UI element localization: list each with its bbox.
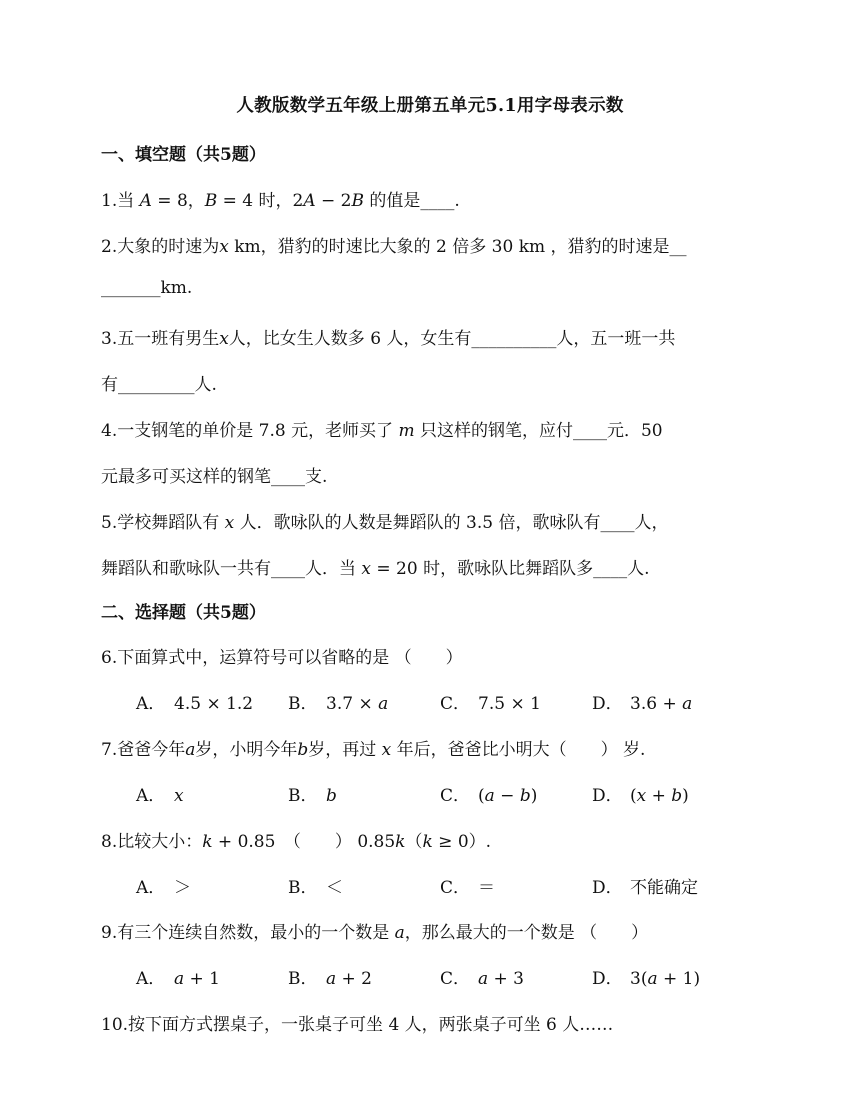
question-5-line-1: 5.学校舞蹈队有 𝑥 人．歌咏队的人数是舞蹈队的 3.5 倍，歌咏队有____人， [101, 513, 669, 533]
option-b[interactable]: B． 3.7 × 𝑎 [288, 694, 389, 714]
option-a[interactable]: A． 𝑎 + 1 [136, 969, 221, 989]
option-d[interactable]: D． 3(𝑎 + 1) [592, 969, 701, 989]
question-2-line-2: _______km. [101, 278, 193, 298]
question-4-line-2: 元最多可买这样的钢笔____支. [101, 467, 328, 487]
question-10: 10.按下面方式摆桌子，一张桌子可坐 4 人，两张桌子可坐 6 人…… [101, 1015, 614, 1035]
option-a[interactable]: A． ＞ [136, 878, 191, 898]
question-8: 8.比较大小：𝑘 + 0.85 （ ） 0.85𝑘（𝑘 ≥ 0）. [101, 832, 492, 852]
option-c[interactable]: C． 7.5 × 1 [440, 694, 541, 714]
question-3-line-1: 3.五一班有男生𝑥人，比女生人数多 6 人，女生有__________人，五一班一共 [101, 329, 676, 349]
question-7: 7.爸爸今年𝑎岁，小明今年𝑏岁，再过 𝑥 年后，爸爸比小明大（ ） 岁. [101, 740, 646, 760]
question-9: 9.有三个连续自然数，最小的一个数是 𝑎，那么最大的一个数是 （ ） [101, 923, 649, 943]
question-4-line-1: 4.一支钢笔的单价是 7.8 元，老师买了 𝑚 只这样的钢笔，应付____元．50 [101, 421, 663, 441]
option-b[interactable]: B． ＜ [288, 878, 343, 898]
option-c[interactable]: C． 𝑎 + 3 [440, 969, 525, 989]
option-d[interactable]: D． (𝑥 + 𝑏) [592, 786, 689, 806]
option-d[interactable]: D． 3.6 + 𝑎 [592, 694, 693, 714]
option-a[interactable]: A． 4.5 × 1.2 [136, 694, 254, 714]
page-title: 人教版数学五年级上册第五单元5.1用字母表示数 [236, 96, 624, 116]
option-b[interactable]: B． 𝑏 [288, 786, 337, 806]
option-c[interactable]: C． (𝑎 − 𝑏) [440, 786, 538, 806]
option-a[interactable]: A． 𝑥 [136, 786, 184, 806]
option-c[interactable]: C． ＝ [440, 878, 495, 898]
question-5-line-2: 舞蹈队和歌咏队一共有____人．当 𝑥 = 20 时，歌咏队比舞蹈队多____人. [101, 559, 650, 579]
question-6: 6.下面算式中，运算符号可以省略的是 （ ） [101, 648, 463, 668]
section-heading-fill-in: 一、填空题（共5题） [101, 145, 266, 165]
question-2-line-1: 2.大象的时速为𝑥 km，猎豹的时速比大象的 2 倍多 30 km ，猎豹的时速是__ [101, 237, 687, 257]
option-b[interactable]: B． 𝑎 + 2 [288, 969, 373, 989]
section-heading-multiple-choice: 二、选择题（共5题） [101, 603, 266, 623]
question-3-line-2: 有_________人. [101, 375, 217, 395]
option-d[interactable]: D． 不能确定 [592, 878, 698, 898]
question-1: 1.当 𝐴 = 8，𝐵 = 4 时，2𝐴 − 2𝐵 的值是____. [101, 191, 460, 211]
